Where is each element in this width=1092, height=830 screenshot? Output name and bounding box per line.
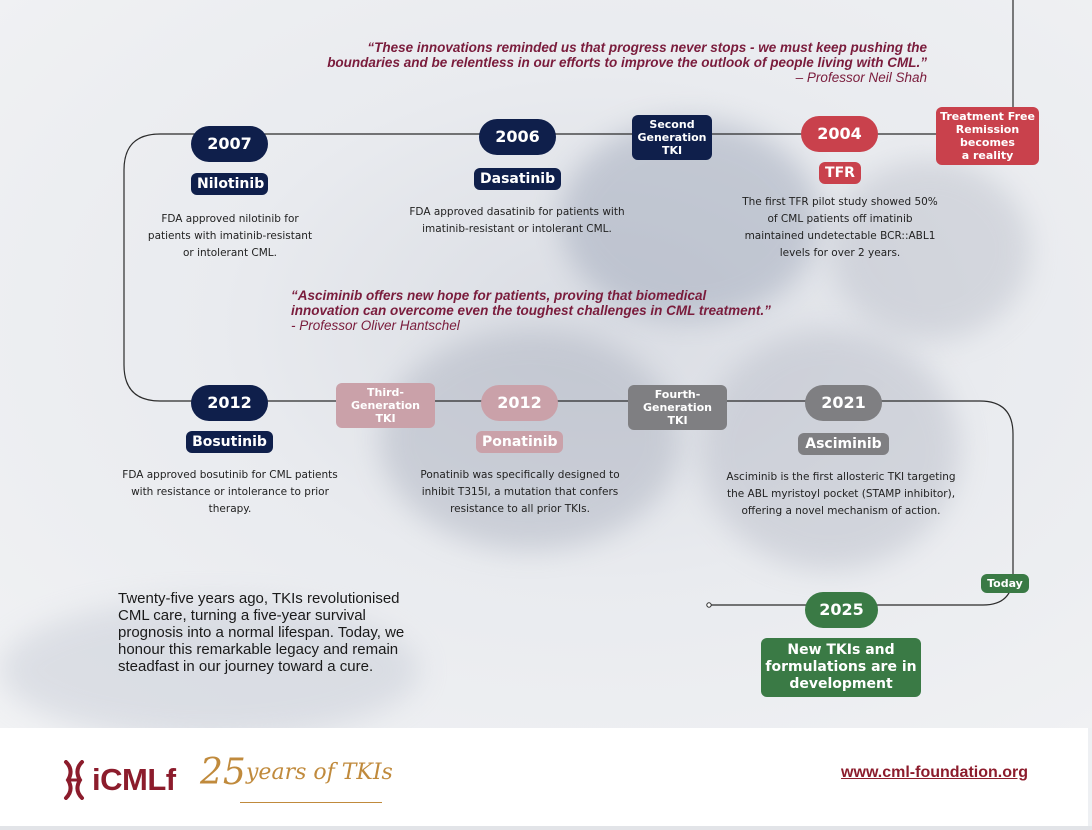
note-line: New TKIs and: [787, 642, 895, 658]
badge-line: a reality: [961, 149, 1014, 162]
chromosome-icon: [62, 760, 86, 800]
desc-line: Asciminib is the first allosteric TKI targeting: [726, 471, 956, 483]
desc-dasatinib: [402, 204, 632, 238]
desc-line: offering a novel mechanism of action.: [741, 505, 941, 517]
badge-line: Third-: [367, 386, 404, 399]
desc-line: levels for over 2 years.: [779, 247, 901, 259]
desc-line: FDA approved nilotinib for: [161, 213, 299, 225]
intro-line: honour this remarkable legacy and remain: [118, 641, 399, 658]
intro-paragraph: [118, 590, 458, 675]
quote-hantschel: [291, 288, 851, 333]
desc-asciminib: [716, 469, 966, 520]
badge-line: Generation: [637, 131, 707, 144]
desc-line: imatinib-resistant or intolerant CML.: [422, 223, 612, 235]
anniversary-logo: [200, 752, 393, 808]
drug-tag-nilotinib: Nilotinib: [191, 173, 268, 195]
intro-line: CML care, turning a five-year survival: [118, 607, 366, 624]
badge-line: Remission: [955, 123, 1020, 136]
year-pill-2025: 2025: [805, 592, 878, 628]
intro-line: steadfast in our journey toward a cure.: [118, 658, 374, 675]
anniversary-underline: [240, 802, 382, 803]
quote-shah-line1: “These innovations reminded us that progress never stops - we must keep pushing the: [367, 40, 927, 55]
desc-line: The first TFR pilot study showed 50%: [742, 196, 938, 208]
drug-tag-tfr: TFR: [819, 162, 861, 184]
badge-line: Fourth-: [654, 388, 701, 401]
badge-line: Treatment Free: [940, 110, 1035, 123]
quote-shah-line2: boundaries and be relentless in our efforts to improve the outlook of people living with CML.”: [327, 55, 927, 70]
drug-tag-asciminib: Asciminib: [798, 433, 889, 455]
year-pill-2006: 2006: [479, 119, 556, 155]
badge-second-generation-tki: [632, 115, 712, 160]
desc-ponatinib: [405, 467, 635, 518]
desc-tfr: [735, 194, 945, 262]
anniversary-text: years of TKIs: [246, 760, 393, 785]
year-pill-2012-ponatinib: 2012: [481, 385, 558, 421]
desc-line: Ponatinib was specifically designed to: [420, 469, 620, 481]
desc-line: inhibit T315I, a mutation that confers: [421, 486, 619, 498]
badge-third-generation-tki: [336, 383, 435, 428]
badge-line: becomes: [960, 136, 1015, 149]
desc-line: therapy.: [208, 503, 252, 515]
desc-line: FDA approved dasatinib for patients with: [409, 206, 625, 218]
website-link[interactable]: www.cml-foundation.org: [841, 764, 1028, 781]
drug-tag-ponatinib: Ponatinib: [476, 431, 563, 453]
icmlf-logo: [62, 758, 176, 802]
quote-hantschel-line2: innovation can overcome even the toughest challenges in CML treatment.”: [291, 303, 771, 318]
badge-fourth-generation-tki: [628, 385, 727, 430]
desc-line: FDA approved bosutinib for CML patients: [122, 469, 338, 481]
badge-line: Generation TKI: [350, 399, 421, 425]
badge-today: Today: [981, 574, 1029, 593]
intro-line: Twenty-five years ago, TKIs revolutionised: [118, 590, 400, 607]
desc-line: patients with imatinib-resistant: [147, 230, 313, 242]
year-pill-2007: 2007: [191, 126, 268, 162]
desc-line: resistance to all prior TKIs.: [450, 503, 590, 515]
badge-line: TKI: [661, 144, 683, 157]
desc-line: or intolerant CML.: [182, 247, 277, 259]
desc-line: maintained undetectable BCR::ABL1: [744, 230, 936, 242]
year-pill-2021: 2021: [805, 385, 882, 421]
badge-tfr-reality: [936, 107, 1039, 165]
badge-line: Second: [649, 118, 695, 131]
drug-tag-bosutinib: Bosutinib: [186, 431, 273, 453]
quote-shah-author: – Professor Neil Shah: [795, 70, 927, 85]
badge-line: Generation TKI: [642, 401, 713, 427]
year-pill-2004: 2004: [801, 116, 878, 152]
quote-hantschel-author: - Professor Oliver Hantschel: [291, 318, 460, 333]
footer: [0, 728, 1088, 826]
page-edge: [0, 826, 1092, 830]
quote-hantschel-line1: “Asciminib offers new hope for patients, proving that biomedical: [291, 288, 707, 303]
future-note: [761, 638, 921, 697]
desc-line: of CML patients off imatinib: [767, 213, 913, 225]
desc-line: the ABL myristoyl pocket (STAMP inhibitor),: [726, 488, 956, 500]
logo-text: iCMLf: [92, 762, 176, 797]
quote-shah: [227, 40, 927, 85]
note-line: development: [789, 676, 893, 692]
year-pill-2012-bosutinib: 2012: [191, 385, 268, 421]
anniversary-number: 25: [200, 752, 246, 793]
note-line: formulations are in: [765, 659, 917, 675]
desc-bosutinib: [110, 467, 350, 518]
drug-tag-dasatinib: Dasatinib: [474, 168, 561, 190]
desc-line: with resistance or intolerance to prior: [131, 486, 329, 498]
desc-nilotinib: [130, 211, 330, 262]
intro-line: prognosis into a normal lifespan. Today, we: [118, 624, 405, 641]
